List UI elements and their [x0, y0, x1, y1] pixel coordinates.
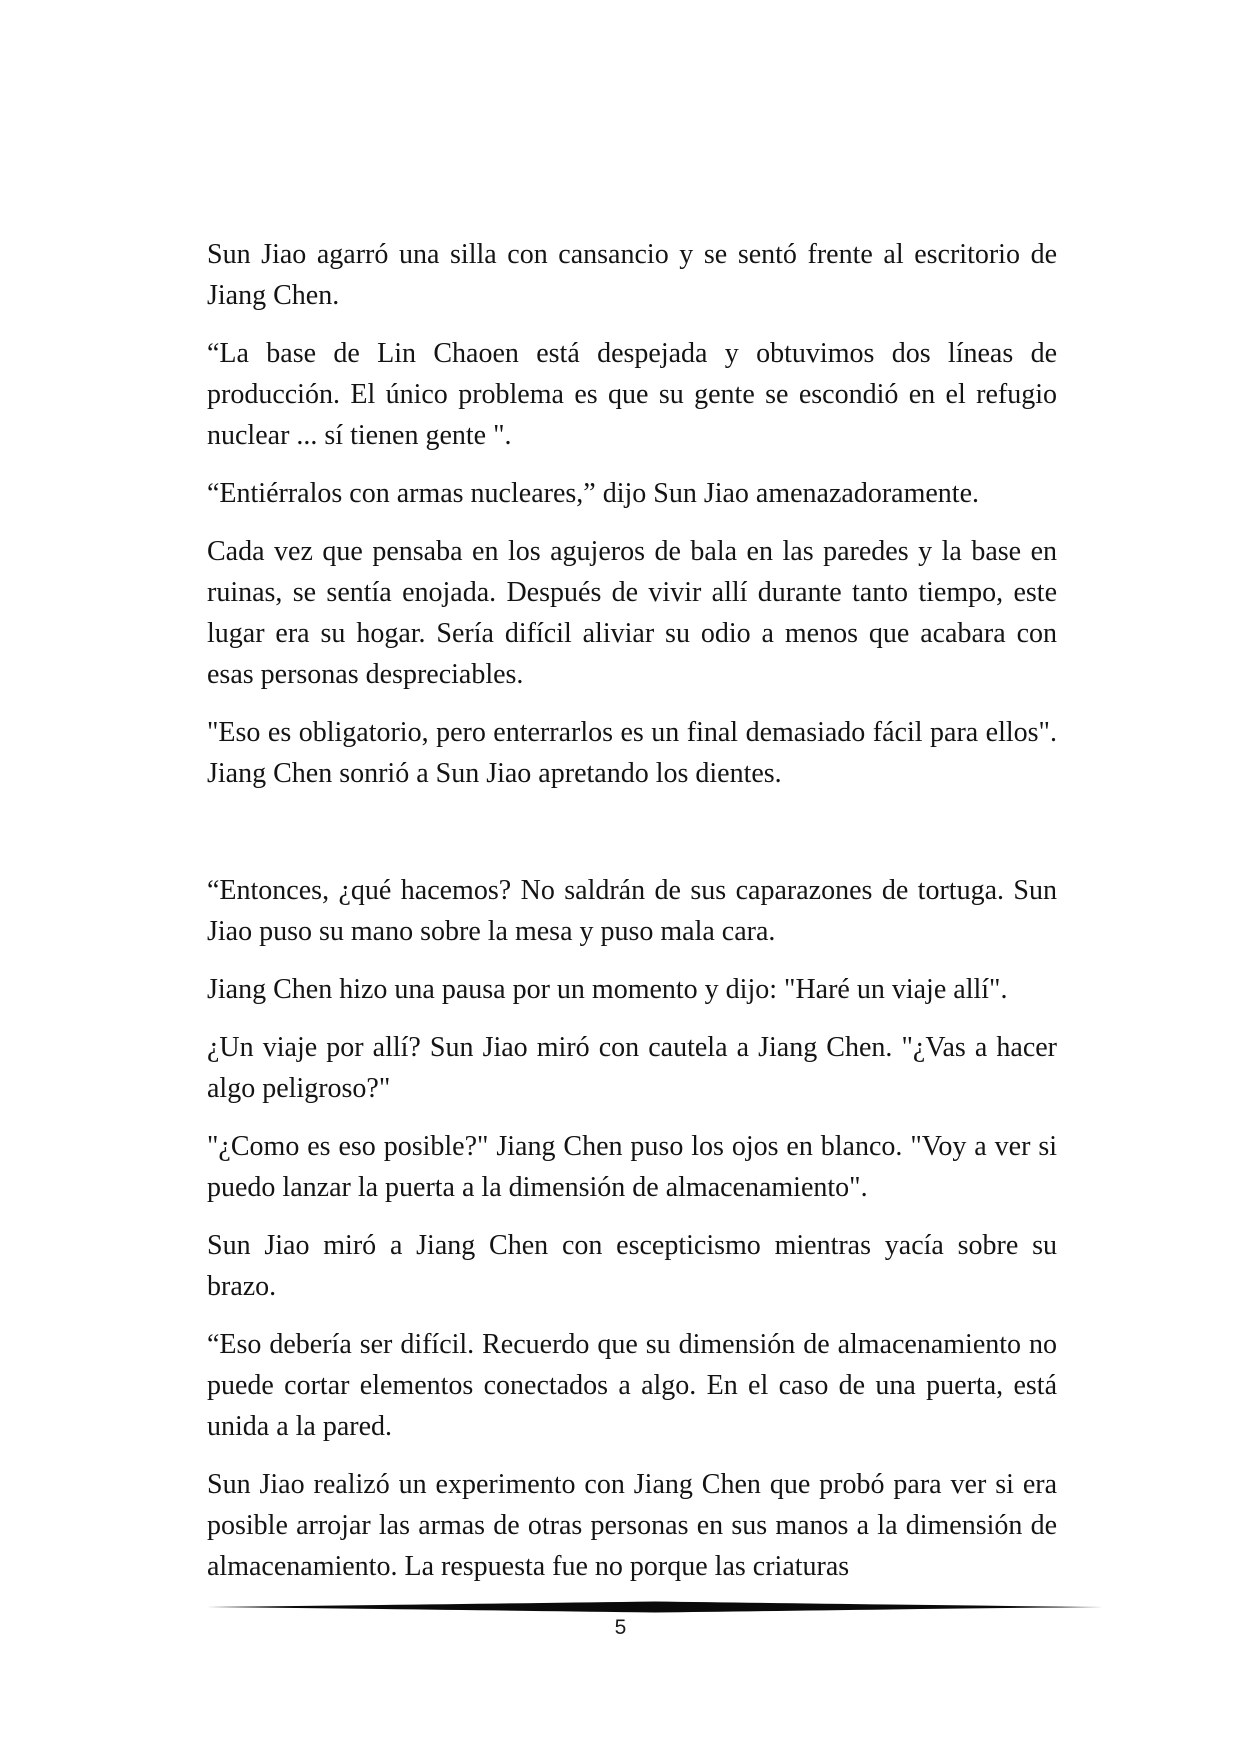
body-text: [207, 234, 1057, 1604]
paragraph-11: “Eso debería ser difícil. Recuerdo que su dimensión de almacenamiento no puede cortar elementos conectados a algo. En el caso de una puerta, está unida a la pared.: [207, 1329, 1057, 1442]
paragraph-1: Sun Jiao agarró una silla con cansancio y se sentó frente al escritorio de Jiang Chen.: [207, 239, 1057, 311]
paragraph-6: “Entonces, ¿qué hacemos? No saldrán de sus caparazones de tortuga. Sun Jiao puso su mano sobre la mesa y puso mala cara.: [207, 875, 1057, 947]
paragraph-10: Sun Jiao miró a Jiang Chen con escepticismo mientras yacía sobre su brazo.: [207, 1230, 1057, 1302]
paragraph-12: Sun Jiao realizó un experimento con Jiang Chen que probó para ver si era posible arrojar las armas de otras personas en sus manos a la dimensión de almacenamiento. La respuesta fue no porque las criaturas: [207, 1469, 1057, 1582]
paragraph-2: “La base de Lin Chaoen está despejada y obtuvimos dos líneas de producción. El único problema es que su gente se escondió en el refugio nuclear ... sí tienen gente ".: [207, 338, 1057, 451]
paragraph-5: "Eso es obligatorio, pero enterrarlos es un final demasiado fácil para ellos". Jiang Chen sonrió a Sun Jiao apretando los dientes.: [207, 717, 1057, 789]
footer-rule: [207, 1600, 1103, 1614]
footer-rule-swash: [207, 1602, 1103, 1613]
page-number: 5: [614, 1616, 627, 1639]
paragraph-3: “Entiérralos con armas nucleares,” dijo Sun Jiao amenazadoramente.: [207, 478, 980, 509]
paragraph-9: "¿Como es eso posible?" Jiang Chen puso los ojos en blanco. "Voy a ver si puedo lanzar la puerta a la dimensión de almacenamiento".: [207, 1131, 1057, 1203]
paragraph-4: Cada vez que pensaba en los agujeros de bala en las paredes y la base en ruinas, se sentía enojada. Después de vivir allí durante tanto tiempo, este lugar era su hogar. Sería difícil aliviar su odio a menos que acabara con esas personas despreciables.: [207, 536, 1057, 690]
paragraph-8: ¿Un viaje por allí? Sun Jiao miró con cautela a Jiang Chen. "¿Vas a hacer algo peligroso?": [207, 1032, 1057, 1104]
paragraph-7: Jiang Chen hizo una pausa por un momento y dijo: "Haré un viaje allí".: [207, 974, 1008, 1005]
